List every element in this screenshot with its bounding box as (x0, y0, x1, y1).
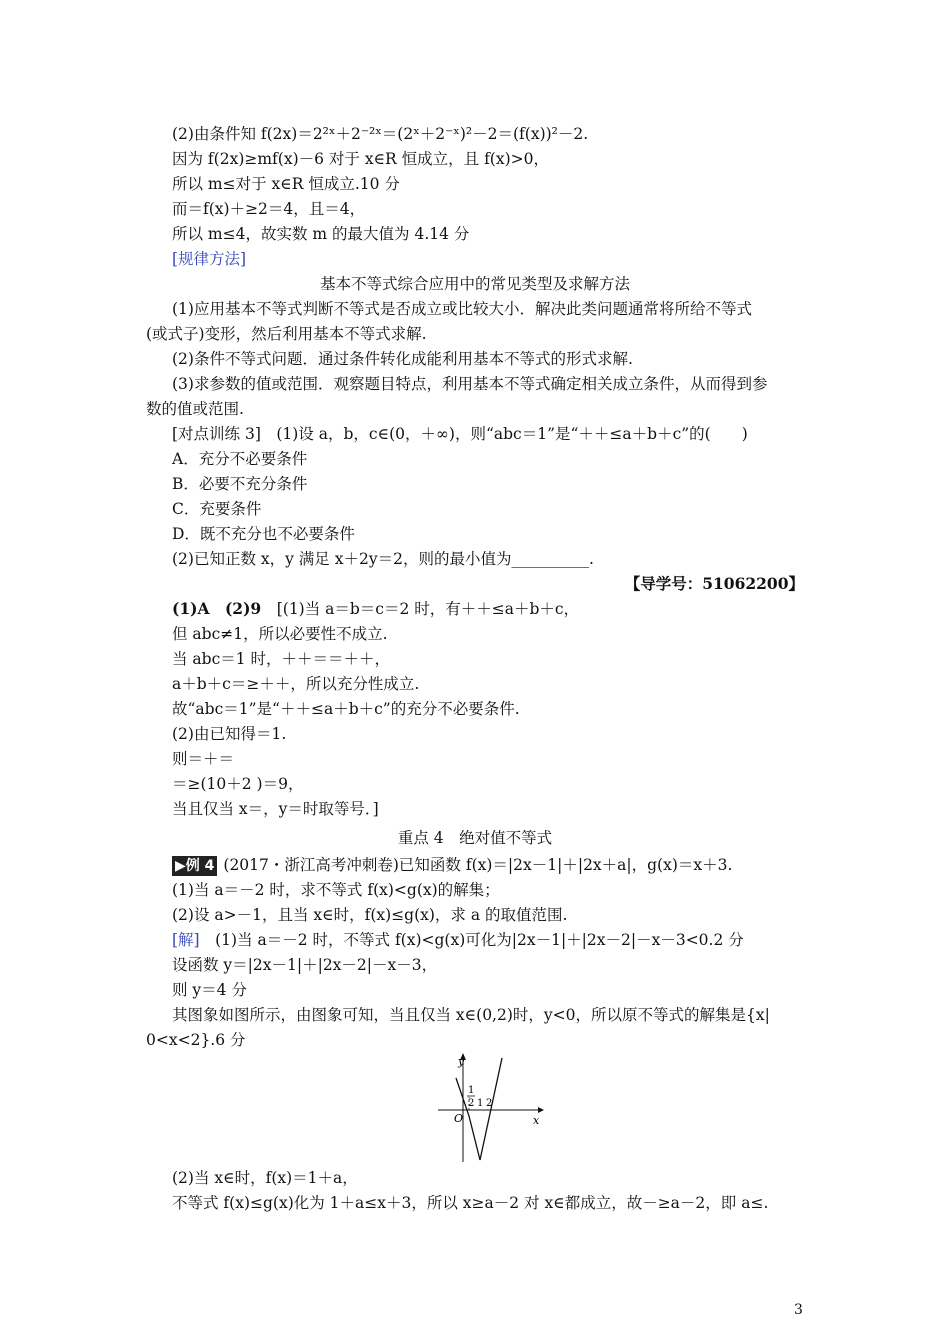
example-line (172, 855, 732, 876)
text-line: (1)应用基本不等式判断不等式是否成立或比较大小．解决此类问题通常将所给不等式 (172, 300, 752, 318)
text-line: 则 y＝4 分 (172, 981, 247, 999)
text-line: 故“abc＝1”是“＋＋≤a＋b＋c”的充分不必要条件. (172, 700, 520, 718)
origin-label: O (454, 1112, 464, 1125)
answer-text: [(1)当 a＝b＝c＝2 时，有＋＋≤a＋b＋c， (261, 600, 580, 618)
option-c: C．充要条件 (172, 500, 262, 518)
text-line: (2)当 x∈时，f(x)＝1＋a， (172, 1169, 358, 1187)
option-a: A．充分不必要条件 (172, 450, 308, 468)
text-line: 数的值或范围. (146, 400, 244, 418)
solution-text: (1)当 a＝－2 时，不等式 f(x)<g(x)可化为|2x－1|＋|2x－2|－x－3<0.2 分 (199, 931, 744, 949)
text-line: (1)当 a＝－2 时，求不等式 f(x)<g(x)的解集； (172, 881, 500, 899)
solution-line (172, 930, 744, 950)
text-line: 因为 f(2x)≥mf(x)－6 对于 x∈R 恒成立，且 f(x)>0， (172, 150, 549, 168)
tick-half-numerator: 1 (468, 1085, 475, 1096)
text-line: 所以 m≤对于 x∈R 恒成立.10 分 (172, 175, 400, 193)
text-line: 所以 m≤4，故实数 m 的最大值为 4.14 分 (172, 225, 470, 243)
text-line: (2)由条件知 f(2x)＝2²ˣ＋2⁻²ˣ＝(2ˣ＋2⁻ˣ)²－2＝(f(x))²－2. (172, 125, 589, 143)
tick-half-denominator: 2 (468, 1098, 475, 1109)
text-line: 当且仅当 x＝，y＝时取等号．] (172, 800, 379, 818)
solution-tag: [解] (172, 931, 200, 949)
x-axis-arrow (538, 1107, 544, 1113)
section-heading: 基本不等式综合应用中的常见类型及求解方法 (319, 275, 630, 293)
text-line: 不等式 f(x)≤g(x)化为 1＋a≤x＋3，所以 x≥a－2 对 x∈都成立，故－≥a－2，即 a≤. (172, 1194, 769, 1212)
option-b: B．必要不充分条件 (172, 475, 308, 493)
text-line: (2)设 a>－1，且当 x∈时，f(x)≤g(x)，求 a 的取值范围. (172, 906, 568, 924)
exercise-question-2: (2)已知正数 x，y 满足 x＋2y＝2，则的最小值为__________. (172, 550, 594, 568)
text-line: 设函数 y＝|2x－1|＋|2x－2|－x－3， (172, 956, 438, 974)
answer-line (172, 599, 579, 619)
text-line: 0<x<2}.6 分 (146, 1031, 246, 1049)
text-line: 其图象如图所示，由图象可知，当且仅当 x∈(0,2)时，y<0，所以原不等式的解集是{x| (172, 1006, 770, 1024)
answer-key: (1)A (2)9 (172, 599, 262, 618)
text-line: (2)由已知得＝1. (172, 725, 287, 743)
page-number: 3 (794, 1302, 803, 1318)
tick-one: 1 (477, 1098, 484, 1109)
text-line: 而＝f(x)＋≥2＝4，且＝4， (172, 200, 366, 218)
y-axis-label: y (458, 1055, 465, 1068)
example-text: (2017・浙江高考冲刺卷)已知函数 f(x)＝|2x－1|＋|2x＋a|，g(x)＝x＋3. (223, 856, 733, 874)
section-heading-key4: 重点 4 绝对值不等式 (397, 829, 553, 847)
section-tag-method: [规律方法] (172, 250, 247, 268)
tick-two: 2 (486, 1098, 493, 1109)
text-line: (或式子)变形，然后利用基本不等式求解. (146, 325, 427, 343)
function-graph (432, 1050, 552, 1166)
text-line: 当 abc＝1 时，＋＋＝＝＋＋， (172, 650, 391, 668)
exercise-question: [对点训练 3] (1)设 a，b，c∈(0，＋∞)，则“abc＝1”是“＋＋≤a＋b＋c”的( ) (172, 425, 748, 443)
text-line: a＋b＋c＝≥＋＋，所以充分性成立. (172, 675, 420, 693)
text-line: ＝≥(10＋2 )＝9， (172, 775, 304, 793)
example-badge: ▶例 4 (172, 856, 217, 876)
text-line: (3)求参数的值或范围．观察题目特点，利用基本不等式确定相关成立条件，从而得到参 (172, 375, 768, 393)
text-line: (2)条件不等式问题．通过条件转化成能利用基本不等式的形式求解. (172, 350, 633, 368)
x-axis-label: x (533, 1114, 540, 1127)
text-line: 但 abc≠1，所以必要性不成立. (172, 625, 388, 643)
text-line: 则＝＋＝ (172, 750, 235, 768)
guide-number: 【导学号：51062200】 (624, 574, 804, 593)
option-d: D．既不充分也不必要条件 (172, 525, 355, 543)
